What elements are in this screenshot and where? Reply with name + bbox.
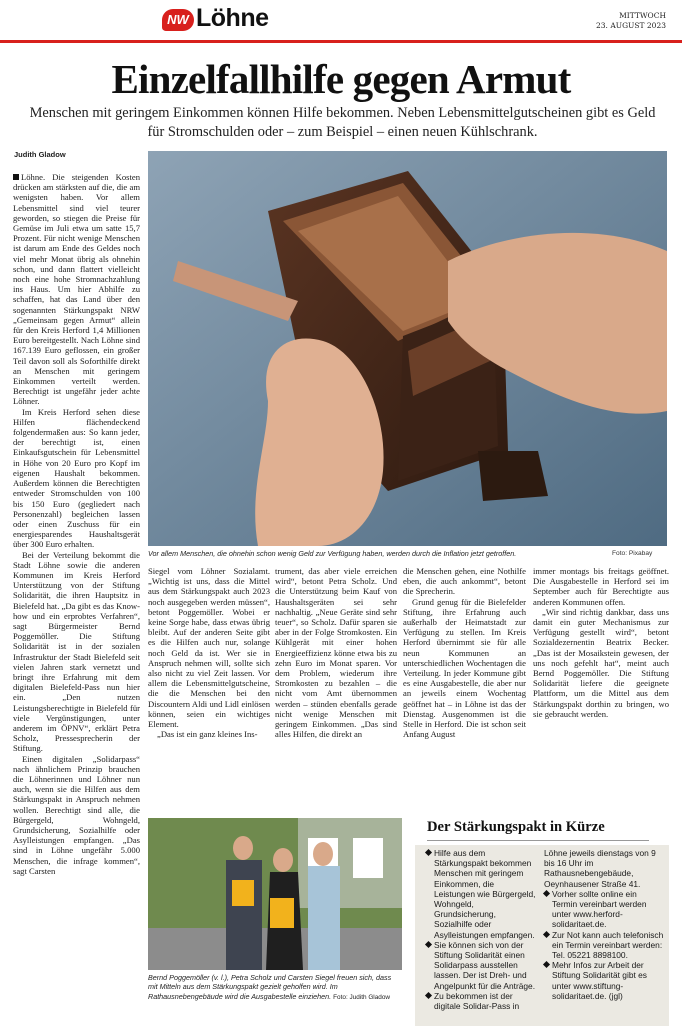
diamond-bullet-icon	[425, 849, 432, 856]
paragraph: „Das ist ein ganz kleines Ins-	[157, 729, 258, 740]
masthead-rule	[0, 40, 682, 43]
paragraph: Siegel vom Löhner Sozialamt. „Wichtig ist uns, dass die Mittel aus dem Stärkungspakt auch 2023 noch ausgegeben werden müssen“, betont Poggemöller. Wobei er keine Sorge habe, dass etwas übrig bleibt. Auf der anderen Seite gibt es die Hilfen auch nur, solange noch Geld da ist. Wer sie in Anspruch nehmen will, sollte sich also nicht zu viel Zeit lassen. Vor allem die Lebensmittelgutscheine, die die Menschen bei den Discountern Aldi und Lidl einlösen können, seien ein wichtiges Element.	[148, 566, 270, 730]
square-bullet-icon	[13, 174, 19, 180]
photo-credit: Foto: Pixabay	[612, 550, 653, 557]
paragraph: Einen digitalen „Solidarpass“ nach ähnlichem Prinzip brauchen die Löhnerinnen und Löhner nun auch, wenn sie die Hilfen aus dem Stärkungspakt in Anspruch nehmen wollen. Berechtigt sind alle, die Bürgergeld, Wohngeld, Grundsicherung, Sozialhilfe oder Asylleistungen empfangen. „Das sind in Löhne ungefähr 5.000 Menschen, die infrage kommen“, sagt Carsten	[13, 753, 140, 876]
paragraph: Grund genug für die Bielefelder Stiftung, ihre Erfahrung auch außerhalb der Heimatstadt zur Verfügung zu stellen. Im Kreis Herford übernimmt sie für alle neun Kommunen an unterschiedlichen Wochentagen die Verteilung. In jeder Kommune gibt es eine Ausgabestelle, die aber nur an jeweils einem Wochentag geöffnet hat – in Löhne ist das der Dienstag. Ausgenommen ist die Stelle in Herford. Die ist schon seit Anfang August	[403, 596, 526, 740]
section-title: Löhne	[196, 4, 269, 32]
list-item: Mehr Infos zur Arbeit der Stiftung Solidarität gibt es unter www.stiftung-solidaritaet.de. (jgl)	[544, 960, 664, 1001]
article-column-3	[275, 566, 397, 826]
diamond-bullet-icon	[543, 931, 550, 938]
headline: Einzelfallhilfe gegen Armut	[111, 56, 571, 102]
article-column-left	[13, 172, 140, 1022]
list-item: Hilfe aus dem Stärkungspakt bekommen Menschen mit geringem Einkommen, die Leistungen wie Bürgergeld, Wohngeld, Grundsicherung, Sozialhilfe oder Asylleistungen empfangen.	[426, 848, 536, 940]
paragraph: Löhne. Die steigenden Kosten drücken am stärksten auf die, die am wenigsten haben. Vor allem Lebensmittel sind viel teurer geworden, so stiegen die Preise für Gemüse im Juli etwa um satte 15,7 Prozent. Für nicht wenige Menschen ist darum am Ende des Geldes noch viel mehr Monat übrig als ohnehin schon, und dann flattert vielleicht noch eine hohe Stromnachzahlung ins Haus. Um hier Abhilfe zu schaffen, hat das Land über den sogenannten Stärkungspakt NRW „Gemeinsam gegen Armut“ allein für den Kreis Herford 1,4 Millionen Euro bereitgestellt. Nach Löhne sind 167.139 Euro geflossen, ein großer Teil davon soll als Soforthilfe direkt an Menschen mit geringem Einkommen verteilt werden. Berechtigt ist ungefähr jeder achte Löhner.	[13, 172, 140, 407]
paragraph: trument, das aber viele erreichen wird“, betont Petra Scholz. Und die Unterstützung beim Kauf von Haushaltsgeräten sei sehr nachhaltig. „Neue Geräte sind sehr teuer“, so Scholz. Dafür sparen sie aber in der Folge Stromkosten. Ein Kühlgerät mit einer hohen Energieeffizienz könne etwa bis zu zehn Euro im Monat sparen. Vor dem Problem, wiederum ihre Stromkosten zu bezahlen – die nicht vom Amt übernommen werden – stünden ebenfalls gerade nicht wenige Menschen mit geringem Einkommen. „Das sind alles Hilfen, die direkt an	[275, 566, 397, 740]
dateline	[596, 11, 666, 30]
paragraph: immer montags bis freitags geöffnet. Die Ausgabestelle in Herford sei im September auch für Berechtigte aus anderen Kommunen offen.	[533, 566, 669, 607]
masthead	[0, 0, 682, 44]
diamond-bullet-icon	[543, 890, 550, 897]
wallet-photo-illustration	[148, 151, 667, 546]
byline: Judith Gladow	[14, 150, 66, 159]
photo-caption: Bernd Poggemöller (v. l.), Petra Scholz und Carsten Siegel freuen sich, dass mit Mitteln aus dem Stärkungspakt gezielt geholfen wird. Im Rathausnebengebäude wird die Ausgabestelle einziehen.	[148, 973, 392, 1001]
article-column-2	[148, 566, 270, 826]
info-box-column-a	[426, 848, 536, 1011]
info-box	[415, 818, 669, 1026]
paragraph: Bei der Verteilung bekommt die Stadt Löhne sowie die anderen Kommunen im Kreis Herford Unterstützung von der Stiftung Solidarität, die ihren Hauptsitz in Bielefeld hat. „Da gibt es das Know-how und ein erprobtes Verfahren“, sagt Bürgermeister Bernd Poggemöller. Die Stiftung Solidarität ist in der sozialen Infrastruktur der Stadt Bielefeld seit vielen Jahren stark vernetzt und bringt ihre Erfahrung mit dem digitalen Bielefeld-Pass nun hier ein. „Den nutzen Leistungsberechtigte in Bielefeld für viele Vergünstigungen, unter anderem im ÖPNV“, erklärt Petra Scholz, Pressesprecherin der Stiftung.	[13, 549, 140, 754]
divider	[427, 840, 649, 841]
list-item-continuation: Löhne jeweils dienstags von 9 bis 16 Uhr im Rathausnebengebäude, Oeynhausener Straße 41.	[544, 848, 656, 889]
diamond-bullet-icon	[543, 961, 550, 968]
nw-logo: NW	[162, 9, 194, 31]
date: 23. AUGUST 2023	[596, 20, 666, 30]
photo-caption: Vor allem Menschen, die ohnehin schon wenig Geld zur Verfügung haben, werden durch die Inflation jetzt getroffen.	[148, 549, 517, 558]
list-item: Zu bekommen ist der digitale Solidar-Pass in	[426, 991, 536, 1011]
list-item: Vorher sollte online ein Termin vereinbart werden unter www.herford-solidaritaet.de.	[544, 889, 664, 930]
weekday: MITTWOCH	[619, 11, 666, 20]
info-box-body	[415, 845, 669, 1026]
people-photo-caption	[148, 973, 402, 1002]
photo-credit: Foto: Judith Gladow	[333, 993, 390, 1001]
list-item: Zur Not kann auch telefonisch ein Termin vereinbart werden: Tel. 05221 8898100.	[544, 930, 664, 961]
paragraph: Im Kreis Herford sehen diese Hilfen flächendeckend folgendermaßen aus: So kann jeder, der berechtigt ist, einen Einkaufsgutschein für Lebensmittel in Höhe von 20 Euro pro Kopf im eigenen Haushalt bekommen. Außerdem können die Berechtigten entweder Stromschulden von 100 bis 150 Euro (gegliedert nach Personenzahl) begleichen lassen oder einen Zuschuss für ein energiesparendes Haushaltsgerät über 300 Euro erhalten.	[13, 406, 140, 550]
people-photo	[148, 818, 402, 970]
subheadline: Menschen mit geringem Einkommen können Hilfe bekommen. Neben Lebensmittelgutscheinen gibt es Geld für Stromschulden oder – zum Beispiel – einen neuen Kühlschrank.	[29, 105, 656, 140]
info-box-column-b	[544, 848, 664, 1001]
wallet-photo	[148, 151, 667, 546]
list-item: Sie können sich von der Stiftung Solidarität einen Solidarpass ausstellen lassen. Der ist Dreh- und Angelpunkt für die Anträge.	[426, 940, 536, 991]
article-column-5	[533, 566, 669, 824]
paragraph: „Wir sind richtig dankbar, dass uns damit ein guter Mechanismus zur Verfügung gestellt wird“, betont Sozialdezernentin Beatrix Becker. „Das ist der Mosaikstein gewesen, der uns noch gefehlt hat“, meint auch Bernd Poggemöller. Die Stiftung Solidarität liefere die geeignete Plattform, um die Mittel aus dem Stärkungspakt dorthin zu bringen, wo sie gebraucht werden.	[533, 606, 669, 719]
diamond-bullet-icon	[425, 992, 432, 999]
paragraph: die Menschen gehen, eine Nothilfe eben, die auch ankommt“, betont die Sprecherin.	[403, 566, 526, 597]
info-box-title: Der Stärkungspakt in Kürze	[427, 819, 605, 835]
people-photo-illustration	[148, 818, 402, 970]
diamond-bullet-icon	[425, 941, 432, 948]
article-column-4	[403, 566, 526, 826]
